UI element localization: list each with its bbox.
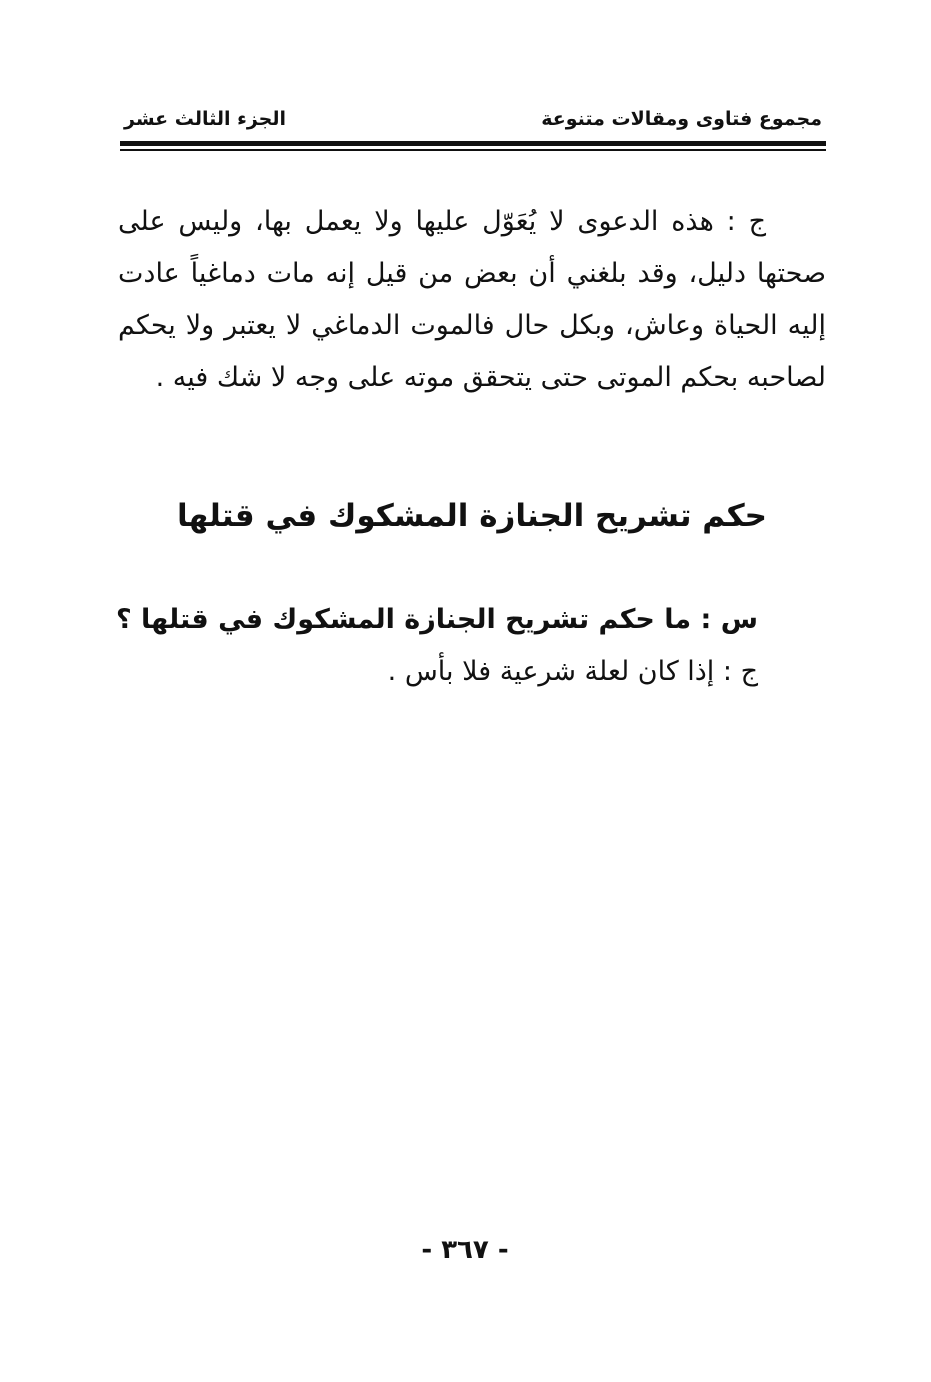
section-heading: حكم تشريح الجنازة المشكوك في قتلها [177, 498, 767, 534]
header-rule-thin [120, 149, 826, 151]
answer-paragraph-block [118, 196, 826, 404]
answer-paragraph: ج : هذه الدعوى لا يُعَوّل عليها ولا يعمل بها، وليس على صحتها دليل، وقد بلغني أن بعض من قيل إنه مات دماغياً عادت إليه الحياة وعاش، وبكل حال فالموت الدماغي لا يعتبر ولا يحكم لصاحبه بحكم الموتى حتى يتحقق موته على وجه لا شك فيه . [118, 206, 826, 393]
qa-block [115, 594, 826, 698]
running-header [118, 102, 826, 136]
volume-label: الجزء الثالث عشر [124, 108, 287, 130]
answer-line: ج : إذا كان لعلة شرعية فلا بأس . [387, 656, 758, 687]
question-line: س : ما حكم تشريح الجنازة المشكوك في قتلها ؟ [115, 604, 758, 635]
book-title: مجموع فتاوى ومقالات متنوعة [541, 108, 822, 130]
page-number: - ٣٦٧ - [421, 1235, 509, 1265]
header-rule-thick [120, 141, 826, 146]
